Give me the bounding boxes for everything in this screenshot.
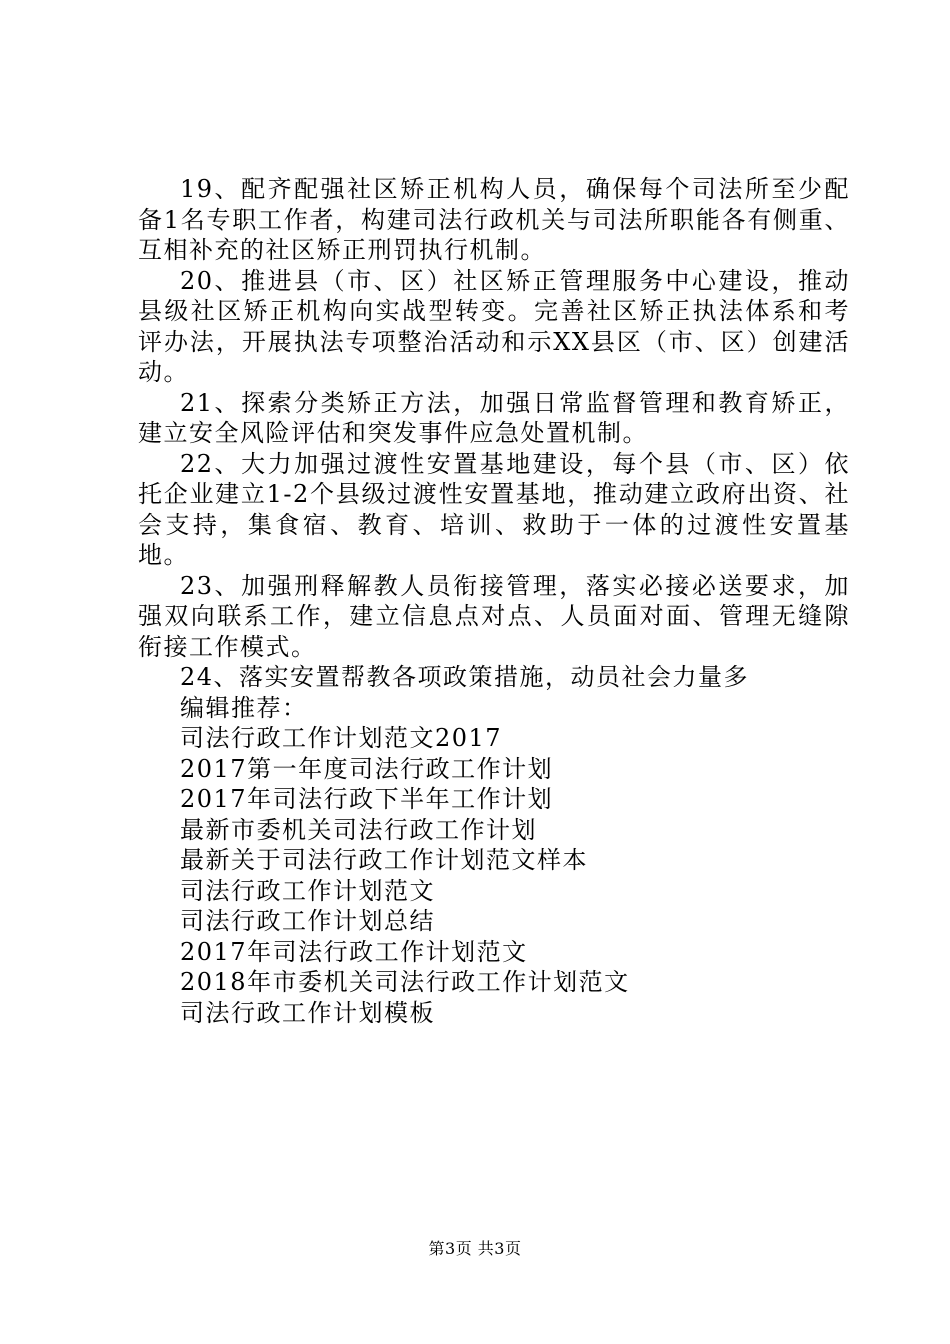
- paragraph-24: 24、落实安置帮教各项政策措施，动员社会力量多: [180, 663, 750, 691]
- recommendation-link[interactable]: 2017年司法行政工作计划范文: [180, 937, 528, 966]
- page-footer: 第3页 共3页: [428, 1239, 522, 1258]
- recommendation-link[interactable]: 2018年市委机关司法行政工作计划范文: [180, 968, 630, 996]
- paragraph-20: 20、推进县（市、区）社区矫正管理服务中心建设，推动县级社区矫正机构向实战型转变。完善社区矫正执法体系和考评办法，开展执法专项整治活动和示XX县区（市、区）创建活动。: [138, 266, 850, 386]
- recommendations-list: [138, 723, 850, 1028]
- recommendation-link[interactable]: 最新市委机关司法行政工作计划: [180, 815, 537, 844]
- paragraph-19: 19、配齐配强社区矫正机构人员，确保每个司法所至少配备1名专职工作者，构建司法行政机关与司法所职能各有侧重、互相补充的社区矫正刑罚执行机制。: [138, 175, 850, 264]
- recommendation-link[interactable]: 司法行政工作计划总结: [180, 907, 435, 935]
- recommendations-label: 编辑推荐：: [180, 693, 308, 722]
- document-body: [138, 174, 850, 1028]
- recommendation-link[interactable]: 2017第一年度司法行政工作计划: [180, 754, 554, 783]
- recommendation-link[interactable]: 司法行政工作计划模板: [180, 998, 435, 1027]
- recommendation-link[interactable]: 司法行政工作计划范文: [180, 876, 435, 905]
- paragraph-21: 21、探索分类矫正方法，加强日常监督管理和教育矫正，建立安全风险评估和突发事件应急处置机制。: [138, 388, 850, 447]
- recommendation-link[interactable]: 2017年司法行政下半年工作计划: [180, 785, 554, 813]
- paragraph-22: 22、大力加强过渡性安置基地建设，每个县（市、区）依托企业建立1-2个县级过渡性安置基地，推动建立政府出资、社会支持，集食宿、教育、培训、救助于一体的过渡性安置基地。: [138, 449, 850, 569]
- paragraph-23: 23、加强刑释解教人员衔接管理，落实必接必送要求，加强双向联系工作，建立信息点对点、人员面对面、管理无缝隙衔接工作模式。: [138, 571, 850, 661]
- recommendation-link[interactable]: 最新关于司法行政工作计划范文样本: [180, 846, 588, 874]
- recommendation-link[interactable]: 司法行政工作计划范文2017: [180, 724, 503, 752]
